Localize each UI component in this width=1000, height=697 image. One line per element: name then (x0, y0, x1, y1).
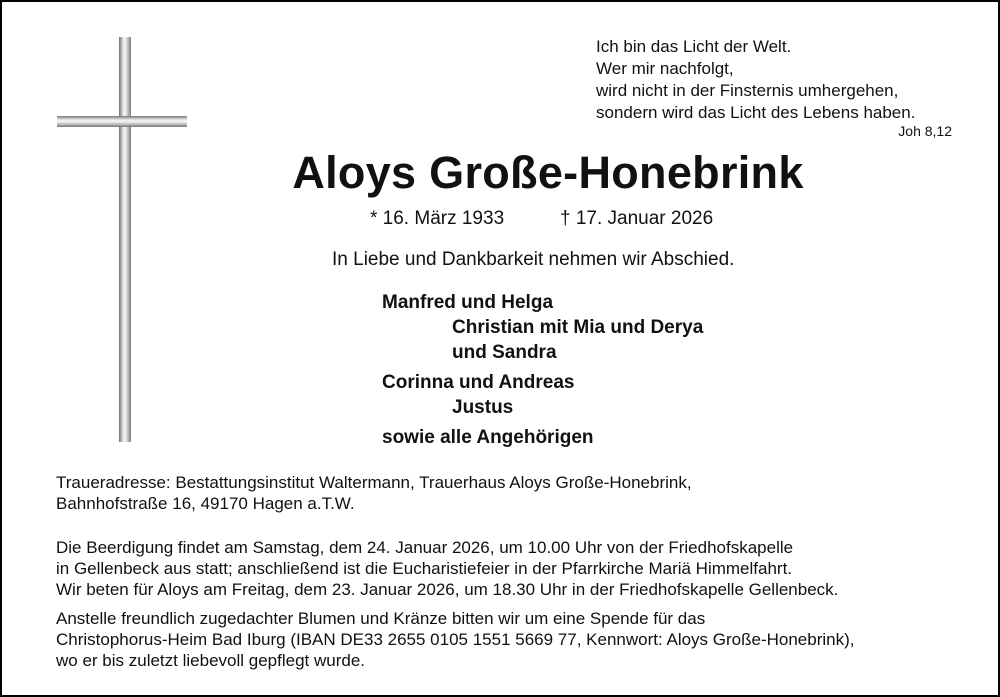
family-line: und Sandra (452, 342, 557, 363)
deceased-name: Aloys Große-Honebrink (292, 147, 804, 198)
mourning-address (56, 472, 692, 514)
family-line: Justus (452, 397, 514, 418)
donation-line: Anstelle freundlich zugedachter Blumen und Kränze bitten wir um eine Spende für das (56, 609, 706, 628)
address-line: Traueradresse: Bestattungsinstitut Waltermann, Trauerhaus Aloys Große-Honebrink, (56, 473, 692, 492)
cross-horizontal-bar (57, 116, 187, 127)
bible-quote (596, 36, 915, 124)
donation-line: wo er bis zuletzt liebevoll gepflegt wurde. (56, 651, 365, 670)
family-line: Christian mit Mia und Derya (452, 317, 704, 338)
funeral-info (56, 537, 838, 600)
funeral-line: in Gellenbeck aus statt; anschließend ist die Eucharistiefeier in der Pfarrkirche Mariä Himmelfahrt. (56, 559, 793, 578)
death-date: † 17. Januar 2026 (560, 208, 714, 229)
quote-line: Ich bin das Licht der Welt. (596, 37, 792, 56)
quote-line: sondern wird das Licht des Lebens haben. (596, 103, 916, 122)
quote-line: wird nicht in der Finsternis umhergehen, (596, 81, 899, 100)
quote-line: Wer mir nachfolgt, (596, 59, 734, 78)
family-line: sowie alle Angehörigen (382, 427, 594, 448)
family-line: Corinna und Andreas (382, 372, 575, 393)
funeral-line: Wir beten für Aloys am Freitag, dem 23. Januar 2026, um 18.30 Uhr in der Friedhofskapelle Gellenbeck. (56, 580, 839, 599)
address-line: Bahnhofstraße 16, 49170 Hagen a.T.W. (56, 494, 355, 513)
donation-line: Christophorus-Heim Bad Iburg (IBAN DE33 2655 0105 1551 5669 77, Kennwort: Aloys Große-Honebrink), (56, 630, 855, 649)
cross-vertical-bar (119, 37, 131, 442)
farewell-text: In Liebe und Dankbarkeit nehmen wir Abschied. (332, 249, 735, 270)
donation-info (56, 608, 855, 671)
family-line: Manfred und Helga (382, 292, 554, 313)
funeral-line: Die Beerdigung findet am Samstag, dem 24. Januar 2026, um 10.00 Uhr von der Friedhofskapelle (56, 538, 794, 557)
quote-reference: Joh 8,12 (898, 123, 952, 139)
birth-date: * 16. März 1933 (370, 208, 505, 229)
